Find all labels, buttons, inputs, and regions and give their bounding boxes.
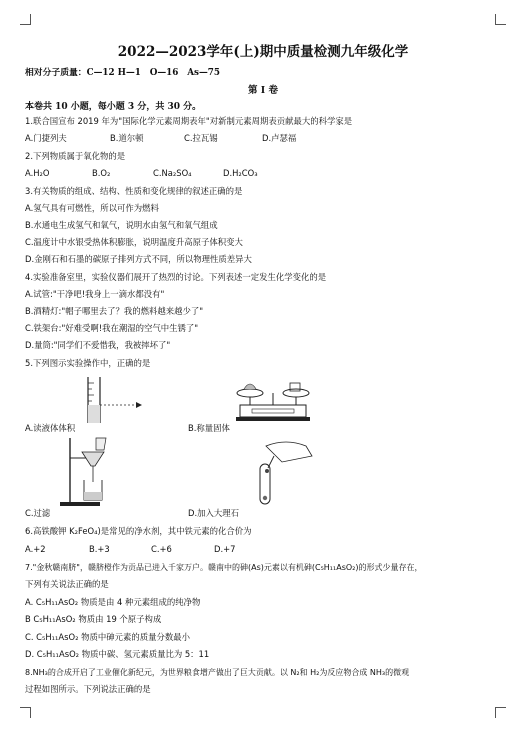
q1-option-a: A.门捷列夫 — [25, 133, 67, 143]
figure-read-cylinder — [70, 375, 150, 423]
q5-option-d: D.加入大理石 — [188, 508, 239, 518]
exam-title: 2022—2023学年(上)期中质量检测九年级化学 — [117, 44, 409, 60]
q3-option-d: D.金刚石和石墨的碳原子排列方式不同，所以物理性质差异大 — [25, 254, 252, 264]
q3-stem: 3.有关物质的组成、结构、性质和变化规律的叙述正确的是 — [25, 186, 243, 196]
q4-option-c: C.铁架台:"好难受啊!我在潮湿的空气中生锈了" — [25, 323, 199, 333]
q8-stem-line1: 8.NH₃的合成开启了工业催化新纪元，为世界粮食增产做出了巨大贡献。以 N₂和 H₂为反应物合成 NH₃的微观 — [25, 668, 410, 677]
q2-option-b: B.O₂ — [92, 168, 111, 178]
q2-option-d: D.H₂CO₃ — [223, 168, 258, 178]
figure-balance — [232, 375, 318, 425]
q6-option-d: D.+7 — [214, 544, 236, 554]
q2-option-c: C.Na₂SO₄ — [153, 168, 192, 178]
figure-add-marble — [246, 438, 326, 506]
crop-mark-top-left — [20, 14, 31, 25]
q3-option-a: A.氢气具有可燃性，所以可作为燃料 — [25, 203, 159, 213]
q6-option-b: B.+3 — [89, 544, 110, 554]
q3-option-c: C.温度计中水银受热体积膨胀，说明温度升高原子体积变大 — [25, 237, 243, 247]
q6-option-a: A.+2 — [25, 544, 46, 554]
q1-option-c: C.拉瓦锡 — [184, 133, 218, 143]
q7-option-b: B C₅H₁₁AsO₂ 物质由 19 个原子构成 — [25, 614, 162, 624]
q7-option-d: D. C₅H₁₁AsO₂ 物质中碳、氢元素质量比为 5：11 — [25, 649, 210, 659]
q5-stem: 5.下列图示实验操作中，正确的是 — [25, 358, 151, 368]
q1-stem: 1.联合国宣布 2019 年为"国际化学元素周期表年"对新制元素周期表贡献最大的科学家是 — [25, 116, 353, 126]
q7-stem-line1: 7."金秋赣南脐"，赣脐橙作为贡品已进入千家万户。赣南中的砷(As)元素以有机砷(C₅H₁₁AsO₂)的形式少量存在， — [25, 563, 423, 572]
figure-filtration — [58, 434, 118, 508]
section-instructions: 本卷共 10 小题，每小题 3 分，共 30 分。 — [25, 102, 202, 112]
q2-option-a: A.H₂O — [25, 168, 50, 178]
q5-option-a: A.读液体体积 — [25, 423, 76, 433]
q1-option-b: B.道尔顿 — [110, 133, 144, 143]
q4-option-d: D.量筒:"同学们不爱惜我，我被摔坏了" — [25, 340, 171, 350]
q5-option-b: B.称量固体 — [188, 423, 230, 433]
crop-mark-bottom-right — [495, 707, 506, 718]
q4-stem: 4.实验准备室里，实验仪器们展开了热烈的讨论。下列表述一定发生化学变化的是 — [25, 272, 327, 282]
crop-mark-top-right — [495, 14, 506, 25]
q8-stem-line2: 过程如图所示。下列说法正确的是 — [25, 684, 151, 694]
q2-stem: 2.下列物质属于氧化物的是 — [25, 151, 126, 161]
volume-heading: 第 I 卷 — [247, 85, 279, 96]
q4-option-b: B.酒精灯:"帽子哪里去了？我的燃料越来越少了" — [25, 306, 204, 316]
q7-option-a: A. C₅H₁₁AsO₂ 物质是由 4 种元素组成的纯净物 — [25, 597, 201, 607]
q7-stem-line2: 下列有关说法正确的是 — [25, 579, 109, 589]
q4-option-a: A.试管:"干净吧!我身上一滴水都没有" — [25, 289, 165, 299]
q3-option-b: B.水通电生成氢气和氧气，说明水由氢气和氧气组成 — [25, 220, 218, 230]
q7-option-c: C. C₅H₁₁AsO₂ 物质中砷元素的质量分数最小 — [25, 632, 190, 642]
atomic-masses: 相对分子质量：C—12 H—1 O—16 As—75 — [25, 68, 221, 78]
q6-stem: 6.高铁酸钾 K₂FeO₄)是常见的净水剂，其中铁元素的化合价为 — [25, 526, 252, 536]
crop-mark-bottom-left — [20, 707, 31, 718]
q6-option-c: C.+6 — [151, 544, 172, 554]
q1-option-d: D.卢瑟福 — [262, 133, 297, 143]
q5-option-c: C.过滤 — [25, 508, 51, 518]
